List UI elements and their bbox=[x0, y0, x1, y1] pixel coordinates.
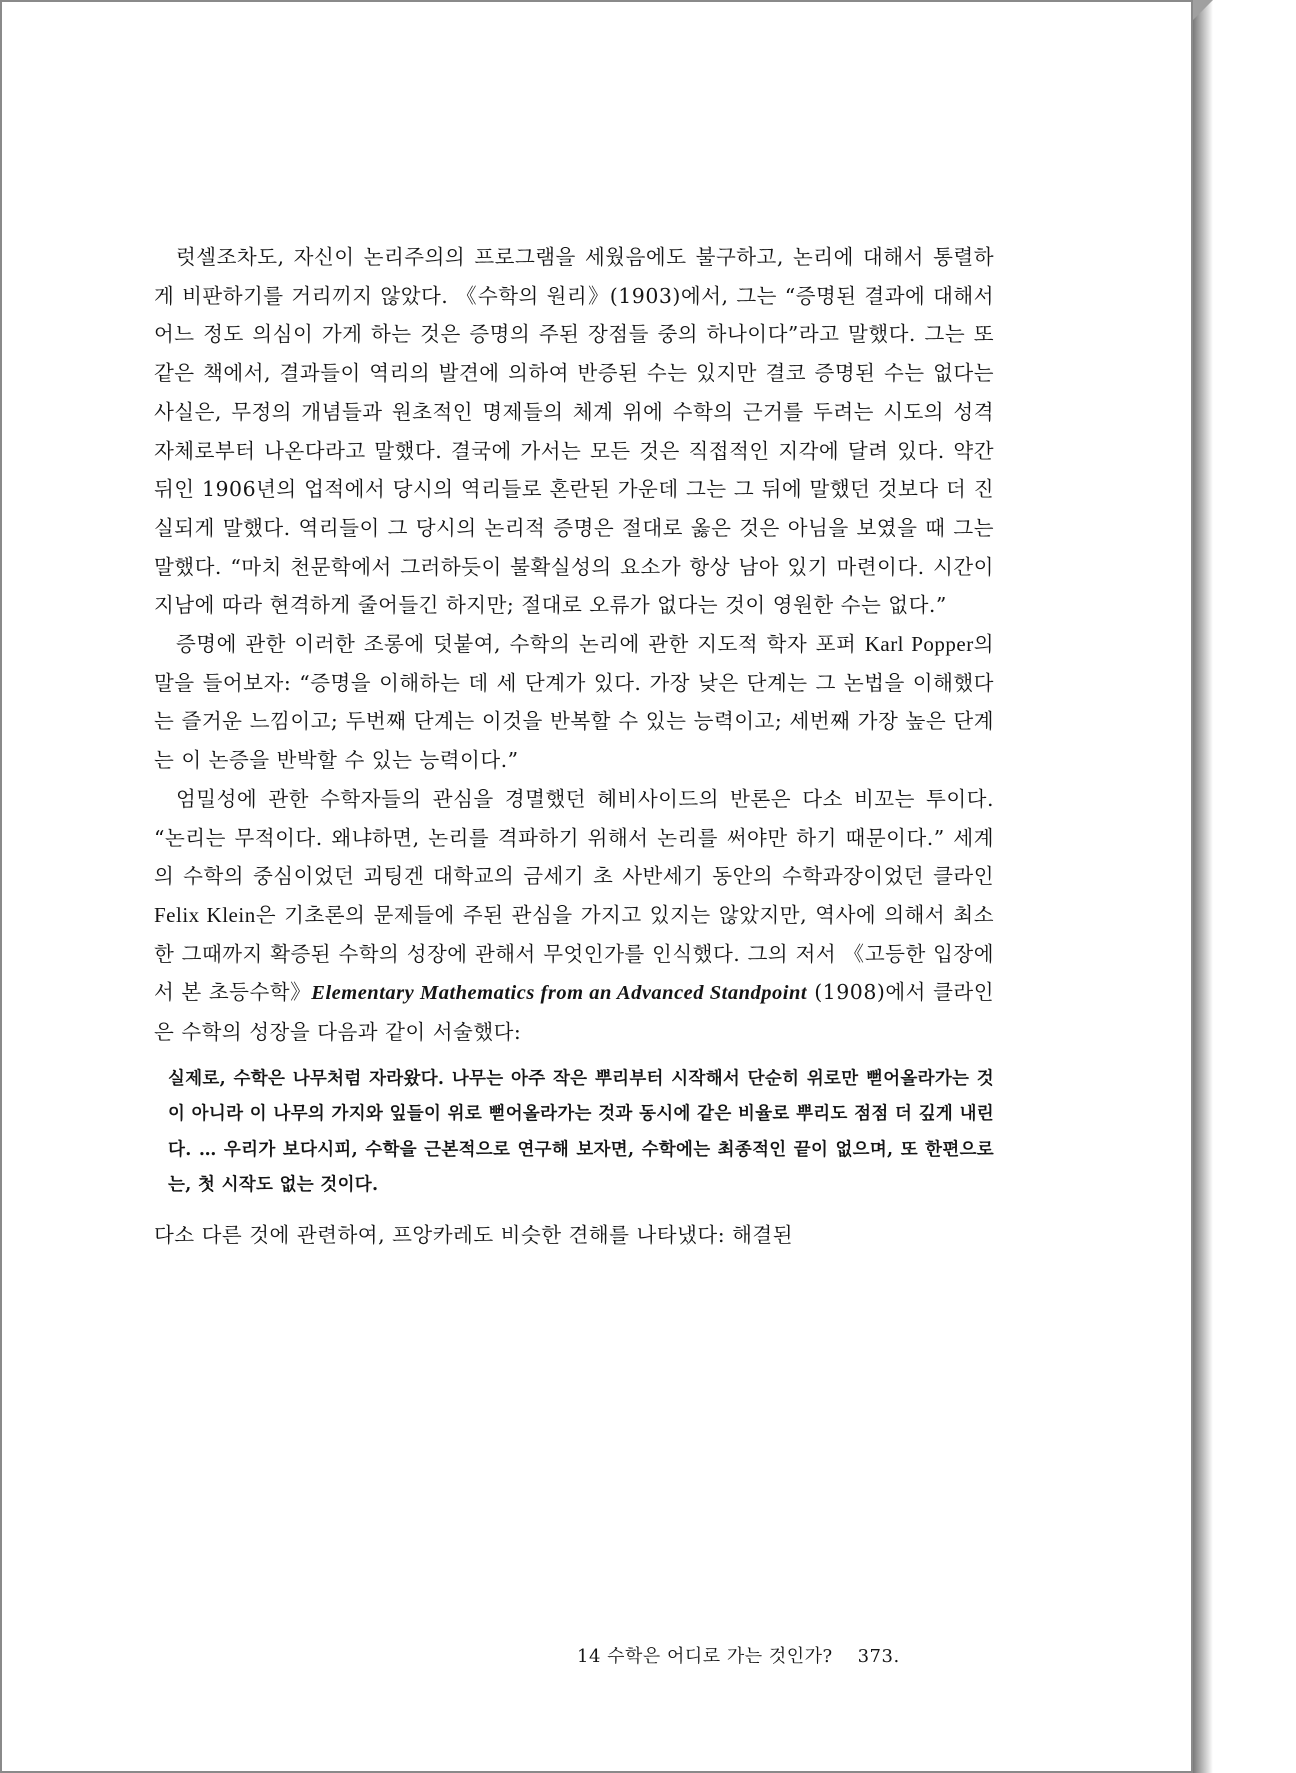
klein-name: Felix Klein bbox=[154, 902, 256, 927]
paragraph-klein-text-1: 엄밀성에 관한 수학자들의 관심을 경멸했던 헤비사이드의 반론은 다소 비꼬는 투이다. “논리는 무적이다. 왜냐하면, 논리를 격파하기 위해서 논리를 써야만 하기 때문이다.” 세계의 수학의 중심이었던 괴팅겐 대학교의 금세기 초 사반세기 동안의 수학과장이었던 클라인 bbox=[154, 786, 994, 889]
chapter-title: 14 수학은 어디로 가는 것인가? bbox=[577, 1646, 833, 1667]
paragraph-popper-text-2: 의 말을 들어보자: “증명을 이해하는 데 세 단계가 있다. 가장 낮은 단계는 그 논법을 이해했다는 즐거운 느낌이고; 두번째 단계는 이것을 반복할 수 있는 능력이고; 세번째 가장 높은 단계는 이 논증을 반박할 수 있는 능력이다.” bbox=[154, 632, 995, 773]
paragraph-poincare bbox=[154, 1216, 994, 1255]
page-corner bbox=[1193, 0, 1213, 20]
page-number: 373. bbox=[857, 1646, 900, 1667]
paragraph-popper bbox=[154, 625, 994, 780]
paragraph-russell bbox=[154, 238, 994, 625]
paragraph-russell-text: 럿셀조차도, 자신이 논리주의의 프로그램을 세웠음에도 불구하고, 논리에 대해서 통렬하게 비판하기를 거리끼지 않았다. 《수학의 원리》(1903)에서, 그는 “증명된 결과에 대해서 어느 정도 의심이 가게 하는 것은 증명의 주된 장점들 중의 하나이다”라고 말했다. 그는 또 같은 책에서, 결과들이 역리의 발견에 의하여 반증된 수는 있지만 결코 증명된 수는 없다는 사실은, 무정의 개념들과 원초적인 명제들의 체계 위에 수학의 근거를 두려는 시도의 성격 자체로부터 나온다라고 말했다. 결국에 가서는 모든 것은 직접적인 지각에 달려 있다. 약간 뒤인 1906년의 업적에서 당시의 역리들로 혼란된 가운데 그는 그 뒤에 말했던 것보다 더 진실되게 말했다. 역리들이 그 당시의 논리적 증명은 절대로 옳은 것은 아님을 보였을 때 그는 말했다. “마치 천문학에서 그러하듯이 불확실성의 요소가 항상 남아 있기 마련이다. 시간이 지남에 따라 현격하게 줄어들긴 하지만; 절대로 오류가 없다는 것이 영원한 수는 없다.” bbox=[154, 245, 994, 618]
running-footer bbox=[577, 1642, 900, 1668]
paragraph-heaviside-klein bbox=[154, 780, 994, 1052]
page-edge-shadow bbox=[1193, 0, 1213, 1773]
klein-quote: 실제로, 수학은 나무처럼 자라왔다. 나무는 아주 작은 뿌리부터 시작해서 단순히 위로만 뻗어올라가는 것이 아니라 이 나무의 가지와 잎들이 위로 뻗어올라가는 것과 동시에 같은 비율로 뿌리도 점점 더 깊게 내린다. … 우리가 보다시피, 수학을 근본적으로 연구해 보자면, 수학에는 최종적인 끝이 없으며, 또 한편으로는, 첫 시작도 없는 것이다. bbox=[168, 1068, 994, 1196]
paragraph-poincare-text: 다소 다른 것에 관련하여, 프앙카레도 비슷한 견해를 나타냈다: 해결된 bbox=[154, 1222, 794, 1247]
popper-name: Karl Popper bbox=[864, 632, 974, 657]
paragraph-klein-text-3: (1908)에서 클라인은 수학의 성장을 다음과 같이 서술했다: bbox=[154, 980, 994, 1045]
paragraph-popper-text-1: 증명에 관한 이러한 조롱에 덧붙여, 수학의 논리에 관한 지도적 학자 포퍼 bbox=[176, 632, 865, 657]
page-body bbox=[154, 238, 994, 1254]
paragraph-klein-text-2: 은 기초론의 문제들에 주된 관심을 가지고 있지는 않았지만, 역사에 의해서 최소한 그때까지 확증된 수학의 성장에 관해서 무엇인가를 인식했다. 그의 저서 《고등한 입장에서 본 초등수학》 bbox=[154, 902, 994, 1005]
book-title-english: Elementary Mathematics from an Advanced Standpoint bbox=[311, 982, 808, 1005]
